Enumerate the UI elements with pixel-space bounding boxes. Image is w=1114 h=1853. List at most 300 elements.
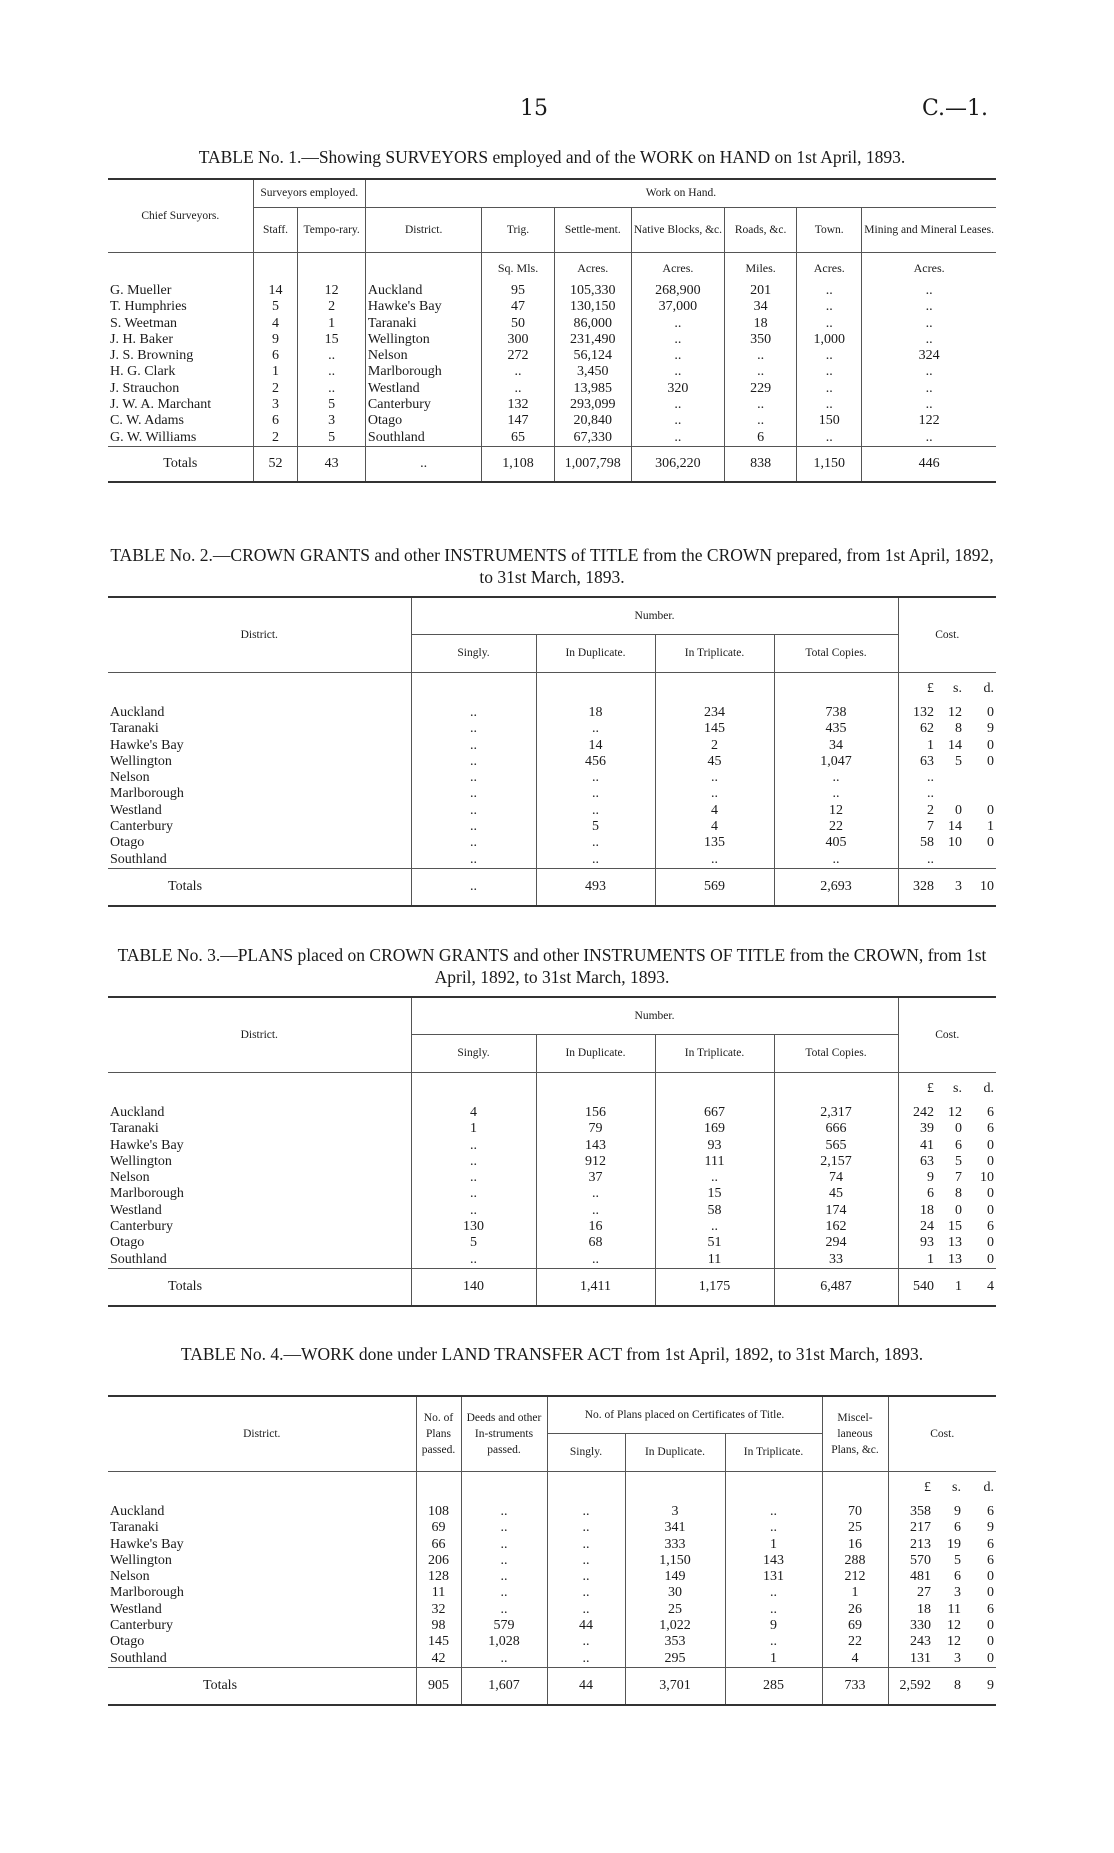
cost-pounds: 24 (898, 1219, 936, 1235)
cell-deeds: 1,028 (461, 1634, 547, 1650)
table4 (108, 1395, 996, 1706)
district-cell (108, 1170, 411, 1186)
cost-pence: 0 (987, 1235, 994, 1251)
t1-cell-mining: .. (862, 332, 996, 348)
t1-unit-town: Acres. (797, 253, 862, 284)
totals-label: Totals (108, 868, 411, 906)
cell-dup: 1,150 (625, 1553, 725, 1569)
district-cell (108, 1585, 416, 1601)
table4-title: TABLE No. 4.—WORK done under LAND TRANSFER ACT from 1st April, 1892, to 31st March, 1893. (180, 1344, 924, 1364)
table-row (108, 1618, 996, 1634)
cell-dup: 3 (625, 1504, 725, 1520)
cell-total: 666 (774, 1121, 898, 1137)
t1-cell-town: .. (797, 430, 862, 447)
t1-total-roads: 838 (725, 446, 797, 482)
t3-unit-shillings: s. (953, 1080, 962, 1096)
district-name: Marlborough (110, 786, 184, 802)
cell-trip: 145 (655, 721, 774, 737)
cell-dup: .. (536, 721, 655, 737)
table-row (108, 1235, 996, 1251)
district-cell (108, 1520, 416, 1536)
cell-deeds: .. (461, 1651, 547, 1668)
district-cell (108, 1138, 411, 1154)
t3-head-total: Total Copies. (774, 1035, 898, 1073)
table-row (108, 1569, 996, 1585)
t1-total-native: 306,220 (631, 446, 724, 482)
t1-cell-trig: 272 (482, 348, 554, 364)
cell-trip: 135 (655, 835, 774, 851)
total-pounds: 2,592 (888, 1667, 933, 1705)
t1-cell-town: .. (797, 364, 862, 380)
cost-pounds: 18 (898, 1203, 936, 1219)
t1-cell-roads: 6 (725, 430, 797, 447)
t1-cell-mining: 122 (862, 413, 996, 429)
t1-cell-temp: 5 (298, 430, 366, 447)
cell-singly: .. (411, 738, 536, 754)
district-cell (108, 835, 411, 851)
total-deeds: 1,607 (461, 1667, 547, 1705)
total-trip: 569 (655, 868, 774, 906)
cost-pounds: 7 (898, 819, 936, 835)
cost-pence (964, 770, 996, 786)
t2-head-dup: In Duplicate. (536, 635, 655, 673)
cell-trip: 4 (655, 803, 774, 819)
cost-pounds: 63 (898, 1154, 936, 1170)
district-name: Auckland (110, 1105, 165, 1120)
cost-pence: 6 (987, 1536, 994, 1552)
t1-total-mining: 446 (862, 446, 996, 482)
t3-head-trip: In Triplicate. (655, 1035, 774, 1073)
district-name: Southland (110, 851, 167, 867)
total-pounds: 328 (898, 868, 936, 906)
cell-dup: 16 (536, 1219, 655, 1235)
cell-singly: .. (547, 1537, 625, 1553)
t1-head-work: Work on Hand. (365, 179, 996, 208)
district-cell (108, 786, 411, 802)
cell-plans: 66 (416, 1537, 461, 1553)
t1-total-trig: 1,108 (482, 446, 554, 482)
cost-pence: 0 (987, 1585, 994, 1601)
t1-cell-town: .. (797, 381, 862, 397)
table-row (108, 852, 996, 869)
t1-head-trig: Trig. (482, 208, 554, 253)
cost-pounds: 132 (898, 705, 936, 721)
t1-cell-district: Westland (365, 381, 481, 397)
t1-cell-native: .. (631, 364, 724, 380)
cost-pence: 6 (987, 1552, 994, 1568)
district-cell (108, 1252, 411, 1269)
t1-cell-town: .. (797, 283, 862, 299)
t1-cell-temp: 3 (298, 413, 366, 429)
t1-cell-mining: .. (862, 299, 996, 315)
cell-dup: .. (536, 770, 655, 786)
t1-cell-native: 37,000 (631, 299, 724, 315)
cost-shillings: 14 (948, 819, 962, 835)
t1-head-temp: Tempo-rary. (298, 208, 366, 253)
cost-pence: 0 (987, 1251, 994, 1267)
cost-pence: 0 (987, 737, 994, 753)
t2-head-district: District. (108, 597, 411, 673)
table-row (108, 316, 996, 332)
cell-misc: 1 (822, 1585, 888, 1601)
t1-cell-roads: .. (725, 413, 797, 429)
cost-pounds: 481 (888, 1569, 933, 1585)
t1-head-mining: Mining and Mineral Leases. (862, 208, 996, 253)
t4-unit-pence: d. (983, 1479, 994, 1495)
table-row (108, 1602, 996, 1618)
table3-title: TABLE No. 3.—PLANS placed on CROWN GRANTS and other INSTRUMENTS OF TITLE from the CROWN, from 1st April, 1892, to 31st March, 1893. (117, 945, 987, 987)
totals-row (108, 1268, 996, 1306)
cell-singly: .. (547, 1585, 625, 1601)
cost-shillings: 0 (955, 802, 962, 818)
cell-trip: 4 (655, 819, 774, 835)
cost-shillings (936, 852, 964, 869)
chief-surveyor-name: T. Humphries (110, 299, 187, 315)
district-name: Westland (110, 1202, 162, 1218)
t1-cell-town: .. (797, 348, 862, 364)
cell-misc: 288 (822, 1553, 888, 1569)
cell-singly: .. (547, 1520, 625, 1536)
table2 (108, 596, 996, 907)
cell-dup: .. (536, 1252, 655, 1269)
district-cell (108, 1602, 416, 1618)
district-name: Hawke's Bay (110, 737, 184, 753)
t1-cell-trig: 132 (482, 397, 554, 413)
t1-cell-temp: 1 (298, 316, 366, 332)
cost-pounds: .. (898, 786, 936, 802)
table-row (108, 1105, 996, 1121)
cell-dup: 912 (536, 1154, 655, 1170)
t1-head-surveyors: Surveyors employed. (253, 179, 365, 208)
table-row (108, 705, 996, 721)
cell-singly: 44 (547, 1618, 625, 1634)
total-pence: 10 (964, 868, 996, 906)
district-cell (108, 1154, 411, 1170)
table-row (108, 721, 996, 737)
cell-trip: 9 (725, 1618, 822, 1634)
total-total: 6,487 (774, 1268, 898, 1306)
t1-cell-town: .. (797, 397, 862, 413)
t1-cell-town: .. (797, 299, 862, 315)
cell-total: 405 (774, 835, 898, 851)
cost-shillings: 7 (955, 1170, 962, 1186)
table-row (108, 819, 996, 835)
table1 (108, 178, 996, 483)
district-name: Auckland (110, 705, 165, 720)
t1-cell-roads: 201 (725, 283, 797, 299)
chief-surveyor-name: J. H. Baker (110, 331, 173, 347)
t1-cell-roads: .. (725, 348, 797, 364)
cell-total: 294 (774, 1235, 898, 1251)
cost-pence: 6 (987, 1601, 994, 1617)
cell-total: 74 (774, 1170, 898, 1186)
cell-trip: 51 (655, 1235, 774, 1251)
t4-unit-shillings: s. (952, 1479, 961, 1495)
table-row (108, 1154, 996, 1170)
table-row (108, 754, 996, 770)
district-cell (108, 1219, 411, 1235)
t4-head-deeds: Deeds and other In-struments passed. (461, 1396, 547, 1472)
t1-head-native: Native Blocks, &c. (631, 208, 724, 253)
cell-trip: .. (725, 1634, 822, 1650)
district-name: Otago (110, 1235, 145, 1251)
t1-cell-temp: 2 (298, 299, 366, 315)
table1-title: TABLE No. 1.—Showing SURVEYORS employed and of the WORK on HAND on 1st April, 1893. (198, 147, 906, 167)
cost-shillings: 5 (954, 1552, 961, 1568)
district-cell (108, 1504, 416, 1520)
t1-cell-district: Nelson (365, 348, 481, 364)
district-name: Westland (110, 1601, 162, 1617)
cell-singly: .. (411, 721, 536, 737)
t1-cell-trig: 147 (482, 413, 554, 429)
cell-dup: 156 (536, 1105, 655, 1121)
cell-dup: 68 (536, 1235, 655, 1251)
cost-pence: 0 (987, 705, 994, 720)
cost-pounds: 131 (888, 1651, 933, 1668)
cost-shillings: 9 (954, 1504, 961, 1519)
t1-cell-settle: 105,330 (554, 283, 631, 299)
t1-unit-native: Acres. (631, 253, 724, 284)
cell-dup: 18 (536, 705, 655, 721)
t1-cell-mining: .. (862, 381, 996, 397)
t4-head-cost: Cost. (888, 1396, 996, 1472)
t3-head-cost: Cost. (898, 997, 996, 1073)
cell-misc: 26 (822, 1602, 888, 1618)
cost-shillings: 3 (954, 1585, 961, 1601)
district-name: Taranaki (110, 1121, 159, 1137)
cell-trip: .. (655, 770, 774, 786)
total-pence: 4 (964, 1268, 996, 1306)
cell-singly: 130 (411, 1219, 536, 1235)
cell-deeds: .. (461, 1504, 547, 1520)
cell-dup: 143 (536, 1138, 655, 1154)
cost-pence: 0 (987, 1202, 994, 1218)
cost-pounds: 243 (888, 1634, 933, 1650)
district-name: Wellington (110, 1153, 172, 1169)
t1-cell-staff: 2 (253, 381, 298, 397)
district-name: Canterbury (110, 1219, 173, 1235)
cell-dup: 456 (536, 754, 655, 770)
total-plans: 905 (416, 1667, 461, 1705)
cost-pounds: 63 (898, 754, 936, 770)
cell-misc: 70 (822, 1504, 888, 1520)
district-name: Taranaki (110, 1520, 159, 1536)
t1-cell-staff: 14 (253, 283, 298, 299)
t3-unit-pence: d. (983, 1080, 994, 1096)
t4-head-dup: In Duplicate. (625, 1434, 725, 1472)
cell-trip: 15 (655, 1186, 774, 1202)
district-name: Hawke's Bay (110, 1137, 184, 1153)
cell-dup: .. (536, 786, 655, 802)
t1-total-temp: 43 (298, 446, 366, 482)
cost-pence: 6 (987, 1105, 994, 1120)
district-cell (108, 819, 411, 835)
t1-cell-staff: 6 (253, 348, 298, 364)
cell-dup: 25 (625, 1602, 725, 1618)
cost-pounds: 242 (898, 1105, 936, 1121)
cell-plans: 145 (416, 1634, 461, 1650)
cost-pence: 0 (987, 1634, 994, 1650)
cell-trip: 1 (725, 1537, 822, 1553)
cell-trip: .. (655, 1170, 774, 1186)
t1-cell-town: .. (797, 316, 862, 332)
chief-surveyor-name: G. Mueller (110, 283, 172, 298)
cell-singly: 5 (411, 1235, 536, 1251)
table-row (108, 1252, 996, 1269)
t1-cell-district: Otago (365, 413, 481, 429)
total-singly: 140 (411, 1268, 536, 1306)
district-name: Nelson (110, 770, 150, 786)
cell-misc: 22 (822, 1634, 888, 1650)
district-cell (108, 1105, 411, 1121)
total-shillings: 1 (936, 1268, 964, 1306)
cell-singly: .. (411, 754, 536, 770)
total-singly: 44 (547, 1667, 625, 1705)
t1-cell-native: .. (631, 316, 724, 332)
total-pounds: 540 (898, 1268, 936, 1306)
t1-total-town: 1,150 (797, 446, 862, 482)
table-row (108, 397, 996, 413)
district-cell (108, 721, 411, 737)
cell-dup: 79 (536, 1121, 655, 1137)
cell-trip: .. (655, 852, 774, 869)
cell-plans: 98 (416, 1618, 461, 1634)
table-row (108, 786, 996, 802)
t1-cell-native: .. (631, 430, 724, 447)
cost-pence: 0 (987, 835, 994, 851)
t1-cell-trig: 50 (482, 316, 554, 332)
cell-dup: .. (536, 1186, 655, 1202)
cost-pence (964, 786, 996, 802)
t3-head-number: Number. (411, 997, 898, 1035)
cell-dup: 333 (625, 1537, 725, 1553)
cost-pence: 1 (987, 819, 994, 835)
t1-cell-settle: 86,000 (554, 316, 631, 332)
cell-dup: 37 (536, 1170, 655, 1186)
t4-head-cert: No. of Plans placed on Certificates of Title. (547, 1396, 822, 1434)
chief-surveyor-name: J. S. Browning (110, 348, 194, 364)
cost-pence: 6 (987, 1219, 994, 1235)
t2-unit-pence: d. (983, 680, 994, 696)
cost-pounds: 6 (898, 1186, 936, 1202)
cell-dup: 30 (625, 1585, 725, 1601)
cell-misc: 4 (822, 1651, 888, 1668)
cost-shillings (936, 786, 964, 802)
cell-deeds: .. (461, 1520, 547, 1536)
t1-cell-temp: .. (298, 364, 366, 380)
t1-cell-staff: 9 (253, 332, 298, 348)
table-row (108, 1138, 996, 1154)
cell-singly: .. (547, 1504, 625, 1520)
totals-label: Totals (108, 1268, 411, 1306)
district-cell (108, 803, 411, 819)
cell-total: 174 (774, 1203, 898, 1219)
district-name: Taranaki (110, 721, 159, 737)
cost-shillings: 8 (955, 721, 962, 737)
district-cell (108, 1537, 416, 1553)
t1-cell-district: Marlborough (365, 364, 481, 380)
cost-pounds: 9 (898, 1170, 936, 1186)
cell-total: .. (774, 770, 898, 786)
table-row (108, 738, 996, 754)
cell-trip: 45 (655, 754, 774, 770)
t3-head-singly: Singly. (411, 1035, 536, 1073)
t1-head-settle: Settle-ment. (554, 208, 631, 253)
t1-cell-mining: .. (862, 364, 996, 380)
cell-singly: .. (411, 786, 536, 802)
t1-head-roads: Roads, &c. (725, 208, 797, 253)
t1-cell-temp: 5 (298, 397, 366, 413)
table-row (108, 364, 996, 380)
table-row (108, 1219, 996, 1235)
t4-head-trip: In Triplicate. (725, 1434, 822, 1472)
district-cell (108, 1121, 411, 1137)
district-name: Southland (110, 1650, 167, 1666)
t1-cell-native: .. (631, 413, 724, 429)
total-dup: 493 (536, 868, 655, 906)
district-cell (108, 1553, 416, 1569)
cell-singly: .. (411, 1203, 536, 1219)
cell-trip: 1 (725, 1651, 822, 1668)
t1-head-district: District. (365, 208, 481, 253)
t1-cell-staff: 2 (253, 430, 298, 447)
t1-cell-settle: 56,124 (554, 348, 631, 364)
table-row (108, 1537, 996, 1553)
cell-singly: 1 (411, 1121, 536, 1137)
district-name: Nelson (110, 1569, 150, 1585)
cost-pence (964, 852, 996, 869)
cell-plans: 69 (416, 1520, 461, 1536)
cell-singly: .. (547, 1651, 625, 1668)
cost-pence: 0 (987, 753, 994, 769)
table-row (108, 770, 996, 786)
t1-unit-roads: Miles. (725, 253, 797, 284)
cost-pounds: 1 (898, 738, 936, 754)
t1-cell-district: Hawke's Bay (365, 299, 481, 315)
cost-pence: 9 (987, 1520, 994, 1536)
t1-cell-settle: 293,099 (554, 397, 631, 413)
cell-dup: 5 (536, 819, 655, 835)
t1-cell-native: 320 (631, 381, 724, 397)
t2-unit-pounds: £ (898, 673, 936, 706)
table-row (108, 1634, 996, 1650)
district-name: Otago (110, 835, 145, 851)
totals-label: Totals (108, 446, 253, 482)
cost-pounds: 27 (888, 1585, 933, 1601)
cell-deeds: 579 (461, 1618, 547, 1634)
total-singly: .. (411, 868, 536, 906)
cost-shillings: 19 (947, 1536, 961, 1552)
t1-total-district: .. (365, 446, 481, 482)
cell-trip: 2 (655, 738, 774, 754)
cell-deeds: .. (461, 1602, 547, 1618)
cell-trip: 11 (655, 1252, 774, 1269)
table-row (108, 1121, 996, 1137)
t3-unit-pounds: £ (898, 1073, 936, 1106)
totals-label: Totals (108, 1667, 416, 1705)
cell-total: 2,317 (774, 1105, 898, 1121)
cost-pounds: 217 (888, 1520, 933, 1536)
cell-dup: 1,022 (625, 1618, 725, 1634)
cell-dup: 14 (536, 738, 655, 754)
cost-pounds: 58 (898, 835, 936, 851)
cost-pence: 0 (987, 802, 994, 818)
cell-singly: .. (547, 1602, 625, 1618)
t1-cell-district: Canterbury (365, 397, 481, 413)
t1-cell-mining: .. (862, 316, 996, 332)
cell-singly: .. (411, 1170, 536, 1186)
cell-total: 45 (774, 1186, 898, 1202)
